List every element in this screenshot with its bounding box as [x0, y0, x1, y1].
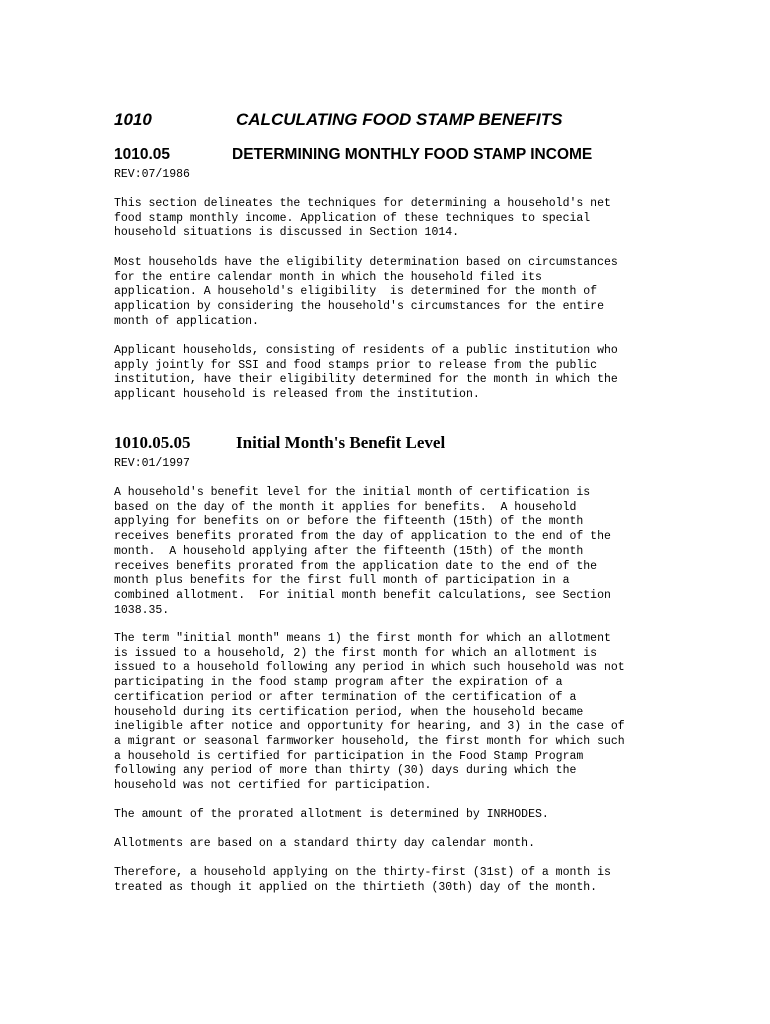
subsection-title: Initial Month's Benefit Level [236, 433, 446, 452]
section-revision: REV:07/1986 [114, 168, 190, 181]
section-paragraph-2: Most households have the eligibility determination based on circumstances for the entire calendar month in which the household filed its application. A household's eligibility is determined for the month of application by considering the household's circumstances for the entire month of application. [114, 256, 618, 328]
subsection-paragraph-2: The term "initial month" means 1) the first month for which an allotment is issued to a household, 2) the first month for which an allotment is issued to a household following any period in which such household was not participating in the food stamp program after the expiration of a certification period or after termination of the certification of a household during its certification period, when the household became ineligible after notice and opportunity for hearing, and 3) in the case of a migrant or seasonal farmworker household, the first month for which such a household is certified for participation in the Food Stamp Program following any period of more than thirty (30) days during which the household was not certified for participation. [114, 632, 625, 793]
subsection-paragraph-4: Allotments are based on a standard thirty day calendar month. [114, 837, 535, 850]
subsection-paragraph-5: Therefore, a household applying on the thirty-first (31st) of a month is treated as though it applied on the thirtieth (30th) day of the month. [114, 866, 611, 894]
subsection-number: 1010.05.05 [114, 433, 191, 452]
chapter-title: CALCULATING FOOD STAMP BENEFITS [236, 110, 563, 129]
chapter-number: 1010 [114, 110, 152, 129]
subsection-paragraph-1: A household's benefit level for the initial month of certification is based on the day of the month it applies for benefits. A household applying for benefits on or before the fifteenth (15th) of the month receives benefits prorated from the day of application to the end of the month. A household applying after the fifteenth (15th) of the month receives benefits prorated from the application date to the end of the month plus benefits for the first full month of participation in a combined allotment. For initial month benefit calculations, see Section 1038.35. [114, 486, 611, 617]
section-paragraph-1: This section delineates the techniques for determining a household's net food stamp monthly income. Application of these techniques to special household situations is discussed in Section 1014. [114, 197, 611, 240]
section-number: 1010.05 [114, 146, 171, 163]
section-title: DETERMINING MONTHLY FOOD STAMP INCOME [232, 146, 593, 163]
section-paragraph-3: Applicant households, consisting of residents of a public institution who apply jointly for SSI and food stamps prior to release from the public institution, have their eligibility determined for the month in which the applicant household is released from the institution. [114, 344, 618, 402]
subsection-paragraph-3: The amount of the prorated allotment is determined by INRHODES. [114, 808, 549, 821]
subsection-revision: REV:01/1997 [114, 457, 190, 470]
